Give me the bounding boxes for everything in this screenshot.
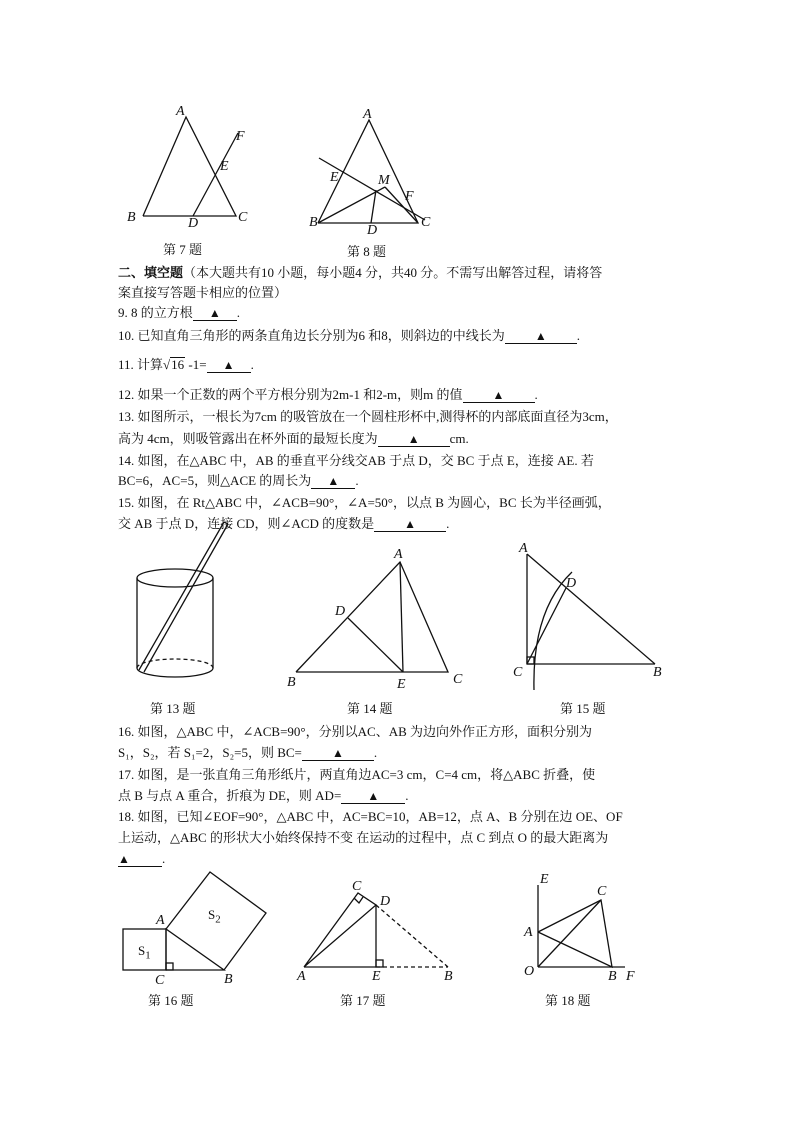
fig14-caption: 第 14 题 (347, 701, 393, 716)
fig8-caption: 第 8 题 (347, 244, 387, 259)
q18-answer-blank[interactable]: ▲ (118, 852, 162, 867)
fig17-label-c: C (352, 879, 362, 894)
figure-13 (128, 520, 238, 720)
q10-answer-blank[interactable]: ▲ (505, 329, 577, 344)
figure-17 (292, 875, 467, 1015)
figure-18 (520, 870, 650, 1015)
question-16-line2 (118, 744, 377, 761)
figure-13-diagram (128, 520, 238, 690)
section2-heading: 二、填空题 (118, 265, 184, 280)
fig17-label-d: D (380, 894, 391, 909)
fig16-s1-letter: S (138, 943, 146, 958)
q9-answer-blank[interactable]: ▲ (193, 306, 237, 321)
question-12 (118, 386, 538, 403)
q16-end: . (373, 745, 378, 760)
fig7-label-a: A (176, 104, 185, 119)
question-17-line1: 17. 如图，是一张直角三角形纸片，两直角边AC=3 cm，C=4 cm，将△ABC 折叠，使 (118, 767, 596, 782)
fig14-label-c: C (453, 672, 463, 687)
fig16-s1-sub: 1 (145, 949, 151, 962)
q13-text: 高为 4cm，则吸管露出在杯外面的最短长度为 (118, 431, 378, 446)
fig17-caption: 第 17 题 (340, 993, 386, 1008)
q16-text: S₁，S₂，若 S₁=2，S₂=5，则 BC= (118, 745, 302, 760)
figure-14 (285, 545, 475, 720)
q14-text: BC=6，AC=5，则△ACE 的周长为 (118, 473, 312, 488)
fig18-label-e: E (540, 872, 549, 887)
fig15-label-d: D (566, 576, 577, 591)
question-18-line2: 上运动，△ABC 的形状大小始终保持不变 在运动的过程中，点 C 到点 O 的最大距离为 (118, 830, 609, 845)
question-9 (118, 304, 240, 321)
fig8-label-a: A (363, 107, 372, 122)
q16-answer-blank[interactable]: ▲ (302, 746, 374, 761)
q13-answer-blank[interactable]: ▲ (378, 432, 450, 447)
q10-end: . (576, 328, 581, 343)
figure-16 (118, 870, 278, 1015)
question-11: 11. 计算√16 -1= ▲ . (118, 357, 254, 372)
fig15-label-c: C (513, 665, 523, 680)
fig7-caption: 第 7 题 (163, 242, 203, 257)
q14-end: . (355, 473, 359, 488)
fig18-label-a: A (524, 925, 533, 940)
fig8-label-b: B (309, 215, 318, 230)
fig8-label-f: F (405, 189, 414, 204)
fig15-label-b: B (653, 665, 662, 680)
q11-pre: 11. 计算 (118, 357, 164, 372)
question-15-line1: 15. 如图，在 Rt△ABC 中，∠ACB=90°，∠A=50°，以点 B 为圆心，BC 长为半径画弧， (118, 495, 611, 510)
q15-answer-blank[interactable]: ▲ (374, 517, 446, 532)
figure-8 (305, 108, 445, 258)
q17-answer-blank[interactable]: ▲ (341, 789, 405, 804)
fig14-label-b: B (287, 675, 296, 690)
fig16-label-s2 (208, 908, 221, 927)
fig8-label-e: E (330, 170, 339, 185)
question-10 (118, 327, 580, 344)
fig14-label-d: D (335, 604, 346, 619)
question-18-line1: 18. 如图，已知∠EOF=90°，△ABC 中，AC=BC=10，AB=12，点 A、B 分别在边 OE、OF (118, 809, 623, 824)
figure-16-diagram (118, 870, 278, 990)
q11-end: . (250, 357, 254, 372)
q17-text: 点 B 与点 A 重合，折痕为 DE，则 AD= (118, 788, 342, 803)
fig8-label-c: C (421, 215, 431, 230)
fig17-label-b: B (444, 969, 453, 984)
section2-intro-1: （本大题共有10 小题，每小题4 分，共40 分。不需写出解答过程，请将答 (183, 265, 603, 280)
q10-text: 10. 已知直角三角形的两条直角边长分别为6 和8，则斜边的中线长为 (118, 328, 505, 343)
fig7-label-d: D (188, 216, 199, 231)
fig16-s2-letter: S (208, 907, 216, 922)
q18-end: . (162, 851, 166, 866)
q15-text: 交 AB 于点 D，连接 CD，则∠ACD 的度数是 (118, 516, 375, 531)
question-14-line2 (118, 472, 359, 489)
q9-end: . (236, 305, 241, 320)
fig14-label-e: E (397, 677, 406, 692)
q11-radicand: 16 (171, 357, 185, 372)
fig8-label-d: D (367, 223, 378, 238)
q12-end: . (534, 387, 538, 402)
fig8-label-m: M (378, 173, 390, 188)
q11-answer-blank[interactable]: ▲ (207, 358, 251, 373)
fig18-label-o: O (524, 964, 535, 979)
figure-15 (510, 540, 680, 720)
fig15-label-a: A (519, 541, 528, 556)
fig18-label-f: F (626, 969, 635, 984)
fig16-label-a: A (156, 913, 165, 928)
q13-end: cm. (449, 431, 469, 446)
fig16-label-c: C (155, 973, 165, 988)
question-17-line2 (118, 787, 409, 804)
q12-text: 12. 如果一个正数的两个平方根分别为2m-1 和2-m，则m 的值 (118, 387, 463, 402)
figure-7 (118, 105, 268, 255)
section2-intro-line1 (118, 264, 602, 281)
question-13-line1: 13. 如图所示，一根长为7cm 的吸管放在一个圆柱形杯中,测得杯的内部底面直径为3cm， (118, 409, 618, 424)
fig7-label-e: E (220, 159, 229, 174)
question-18-line3 (118, 850, 165, 867)
fig7-label-c: C (238, 210, 248, 225)
fig7-label-f: F (236, 129, 245, 144)
fig16-label-s1 (138, 944, 151, 963)
fig18-label-b: B (608, 969, 617, 984)
fig16-label-b: B (224, 972, 233, 987)
question-13-line2 (118, 430, 469, 447)
q15-end: . (446, 516, 450, 531)
figure-14-diagram (285, 545, 475, 695)
fig17-label-e: E (372, 969, 381, 984)
question-16-line1: 16. 如图，△ABC 中，∠ACB=90°，分别以AC、AB 为边向外作正方形，面积分别为 (118, 724, 592, 739)
fig15-caption: 第 15 题 (560, 701, 606, 716)
fig18-caption: 第 18 题 (545, 993, 591, 1008)
q14-answer-blank[interactable]: ▲ (311, 474, 355, 489)
q17-end: . (405, 788, 409, 803)
fig16-caption: 第 16 题 (148, 993, 194, 1008)
q12-answer-blank[interactable]: ▲ (463, 388, 535, 403)
fig13-caption: 第 13 题 (150, 701, 196, 716)
fig7-label-b: B (127, 210, 136, 225)
q11-post: -1= (185, 357, 207, 372)
section2-intro-line2: 案直接写答题卡相应的位置） (118, 285, 288, 300)
question-14-line1: 14. 如图，在△ABC 中，AB 的垂直平分线交AB 于点 D，交 BC 于点 E，连接 AE. 若 (118, 453, 594, 468)
fig18-label-c: C (597, 884, 607, 899)
q9-text: 9. 8 的立方根 (118, 305, 193, 320)
fig16-s2-sub: 2 (215, 913, 221, 926)
fig14-label-a: A (394, 547, 403, 562)
fig17-label-a: A (297, 969, 306, 984)
